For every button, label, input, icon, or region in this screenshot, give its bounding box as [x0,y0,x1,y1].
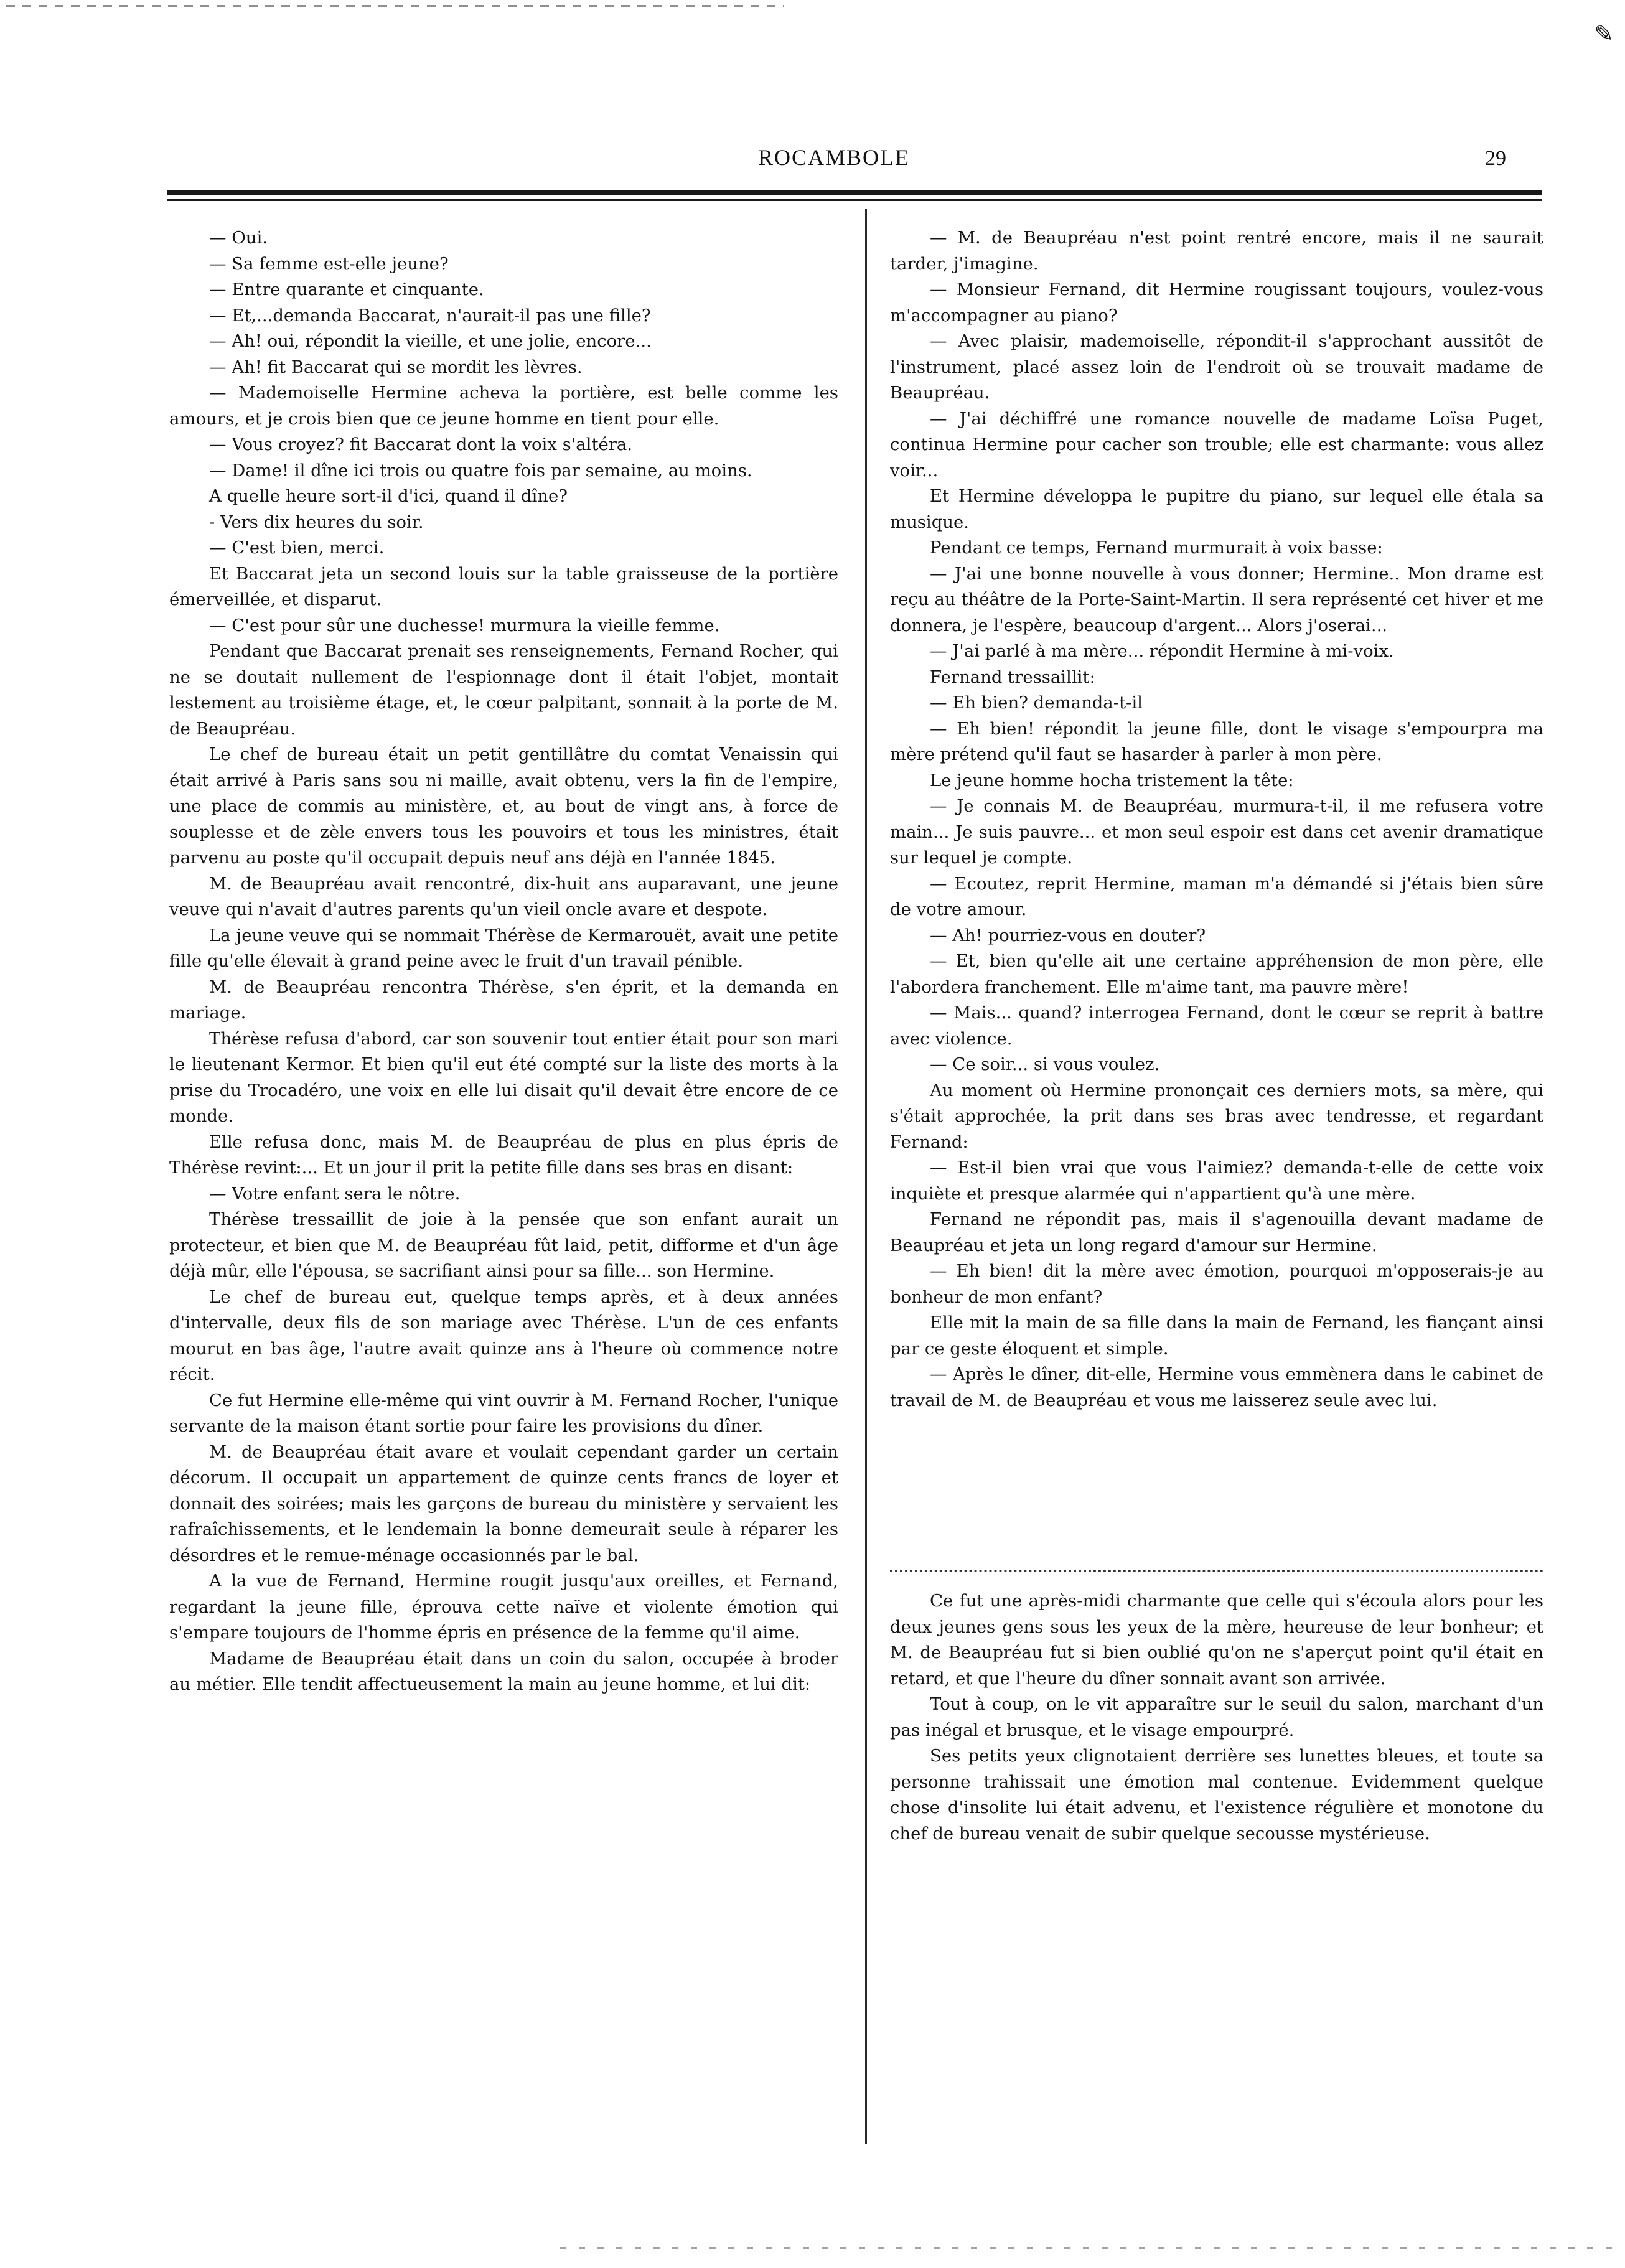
right-column-continuation [890,1588,1543,1847]
paragraph: Thérèse refusa d'abord, car son souvenir tout entier était pour son mari le lieutenant Kermor. Et bien qu'il eut été compté sur la liste des morts à la prise du Trocadéro, une voix en elle lui disait qu'il devait être encore de ce monde. [169,1028,838,1126]
paragraph: A la vue de Fernand, Hermine rougit jusqu'aux oreilles, et Fernand, regardant la jeune fille, éprouva cette naïve et violente émotion qui s'empare toujours de l'homme épris en présence de la femme qu'il aime. [169,1571,838,1642]
paragraph: — Dame! il dîne ici trois ou quatre fois par semaine, au moins. [209,460,752,480]
paragraph: — Sa femme est-elle jeune? [209,253,449,274]
paragraph: — Mademoiselle Hermine acheva la portière, est belle comme les amours, et je crois bien que ce jeune homme en tient pour elle. [169,383,838,429]
paragraph: Ce fut Hermine elle-même qui vint ouvrir à M. Fernand Rocher, l'unique servante de la maison étant sortie pour faire les provisions du dîner. [169,1390,838,1436]
paragraph: — Et, bien qu'elle ait une certaine appréhension de mon père, elle l'abordera franchement. Elle m'aime tant, ma pauvre mère! [890,951,1543,997]
paragraph: Au moment où Hermine prononçait ces derniers mots, sa mère, qui s'était approchée, la prit dans ses bras avec tendresse, et regardant Fernand: [890,1080,1543,1152]
paragraph: Fernand ne répondit pas, mais il s'agenouilla devant madame de Beaupréau et jeta un long regard d'amour sur Hermine. [890,1209,1543,1255]
paragraph: — Eh bien! répondit la jeune fille, dont le visage s'empourpra ma mère prétend qu'il faut se hasarder à parler à mon père. [890,718,1543,764]
paragraph: — Est-il bien vrai que vous l'aimiez? demanda-t-elle de cette voix inquiète et presque alarmée qui n'appartient qu'à une mère. [890,1158,1543,1204]
paragraph: A quelle heure sort-il d'ici, quand il dîne? [209,486,568,506]
paragraph: Le chef de bureau eut, quelque temps après, et à deux années d'intervalle, deux fils de son mariage avec Thérèse. L'un de ces enfants mourut en bas âge, l'autre avait quinze ans à l'heure où commence notre récit. [169,1286,838,1384]
paragraph: — Mais... quand? interrogea Fernand, dont le cœur se reprit à battre avec violence. [890,1003,1543,1049]
paragraph: — Monsieur Fernand, dit Hermine rougissant toujours, voulez-vous m'accompagner au piano? [890,279,1543,326]
paragraph: M. de Beaupréau rencontra Thérèse, s'en éprit, et la demanda en mariage. [169,977,838,1023]
paragraph: — Ce soir... si vous voulez. [930,1054,1160,1074]
paragraph: — Ah! oui, répondit la vieille, et une jolie, encore... [209,331,652,351]
left-column [169,225,838,1698]
paragraph: — C'est bien, merci. [209,538,385,558]
paragraph: Ses petits yeux clignotaient derrière ses lunettes bleues, et toute sa personne trahissait une émotion mal contenue. Evidemment quelque chose d'insolite lui était advenu, et l'existence régulière et monotone du chef de bureau venait de subir quelque secousse mystérieuse. [890,1746,1543,1844]
paragraph: — C'est pour sûr une duchesse! murmura la vieille femme. [209,615,720,635]
header-rule-thick [167,190,1542,195]
paragraph: Pendant ce temps, Fernand murmurait à voix basse: [930,538,1383,558]
scan-artifact-bottom [560,2247,1612,2249]
paragraph: Tout à coup, on le vit apparaître sur le seuil du salon, marchant d'un pas inégal et brusque, et le visage empourpré. [890,1694,1543,1740]
paragraph: — Eh bien? demanda-t-il [930,693,1143,713]
running-header-title: ROCAMBOLE [757,145,911,170]
paragraph: Le jeune homme hocha tristement la tête: [930,770,1294,790]
paragraph: Et Hermine développa le pupitre du piano, sur lequel elle étala sa musique. [890,486,1543,532]
paragraph: Ce fut une après-midi charmante que celle qui s'écoula alors pour les deux jeunes gens sous les yeux de la mère, heureuse de leur bonheur; et M. de Beaupréau fut si bien oublié qu'on ne s'aperçut point qu'il était en retard, et que l'heure du dîner sonnait avant son arrivée. [890,1591,1543,1689]
paragraph: - Vers dix heures du soir. [209,512,424,532]
paragraph: — Votre enfant sera le nôtre. [209,1183,461,1204]
header-rule-thin [167,199,1542,201]
paragraph: — J'ai déchiffré une romance nouvelle de madame Loïsa Puget, continua Hermine pour cacher son trouble; elle est charmante: vous allez voir... [890,408,1543,480]
scan-artifact-top [6,5,784,7]
paragraph: Thérèse tressaillit de joie à la pensée que son enfant aurait un protecteur, et bien que M. de Beaupréau fût laid, petit, difforme et d'un âge déjà mûr, elle l'épousa, se sacrifiant ainsi pour sa fille... son Hermine. [169,1209,838,1281]
paragraph: — Vous croyez? fit Baccarat dont la voix s'altéra. [209,434,633,454]
paragraph: Le chef de bureau était un petit gentillâtre du comtat Venaissin qui était arrivé à Paris sans sou ni maille, avait obtenu, vers la fin de l'empire, une place de commis au ministère, et, au bout de vingt ans, à force de souplesse et de zèle envers tous les pouvoirs et tous les ministres, était parvenu au poste qu'il occupait depuis neuf ans déjà en l'année 1845. [169,744,838,868]
paragraph: Elle refusa donc, mais M. de Beaupréau de plus en plus épris de Thérèse revint:... Et un jour il prit la petite fille dans ses bras en disant: [169,1132,838,1178]
paragraph: — M. de Beaupréau n'est point rentré encore, mais il ne saurait tarder, j'imagine. [890,228,1543,274]
paragraph: — Après le dîner, dit-elle, Hermine vous emmènera dans le cabinet de travail de M. de Beaupréau et vous me laisserez seule avec lui. [890,1364,1543,1410]
paragraph: — Ah! pourriez-vous en douter? [930,925,1206,945]
paragraph: — Avec plaisir, mademoiselle, répondit-il s'approchant aussitôt de l'instrument, placé assez loin de l'endroit où se trouvait madame de Beaupréau. [890,331,1543,403]
paragraph: M. de Beaupréau avait rencontré, dix-huit ans auparavant, une jeune veuve qui n'avait d'autres parents qu'un vieil oncle avare et despote. [169,873,838,919]
paragraph: — Ah! fit Baccarat qui se mordit les lèvres. [209,357,583,377]
corner-mark: ✎ [1594,20,1614,47]
paragraph: M. de Beaupréau était avare et voulait cependant garder un certain décorum. Il occupait un appartement de quinze cents francs de loyer et donnait des soirées; mais les garçons de bureau du ministère y servaient les rafraîchissements, et le lendemain la bonne demeurait seule à réparer les désordres et le remue-ménage occasionnés par le bal. [169,1441,838,1565]
paragraph: — Ecoutez, reprit Hermine, maman m'a démandé si j'étais bien sûre de votre amour. [890,873,1543,919]
paragraph: — Je connais M. de Beaupréau, murmura-t-il, il me refusera votre main... Je suis pauvre... et mon seul espoir est dans cet avenir dramatique sur lequel je compte. [890,796,1543,868]
paragraph: La jeune veuve qui se nommait Thérèse de Kermarouët, avait une petite fille qu'elle élevait à grand peine avec le fruit d'un travail pénible. [169,925,838,971]
column-divider [865,209,867,2144]
right-column [890,225,1543,1413]
paragraph: Madame de Beaupréau était dans un coin du salon, occupée à broder au métier. Elle tendit affectueusement la main au jeune homme, et lui dit: [169,1648,838,1694]
paragraph: — Eh bien! dit la mère avec émotion, pourquoi m'opposerais-je au bonheur de mon enfant? [890,1261,1543,1307]
paragraph: Pendant que Baccarat prenait ses renseignements, Fernand Rocher, qui ne se doutait nullement de l'espionnage dont il était l'objet, montait lestement au troisième étage, et, le cœur palpitant, sonnait à la porte de M. de Beaupréau. [169,641,838,739]
paragraph: Elle mit la main de sa fille dans la main de Fernand, les fiançant ainsi par ce geste éloquent et simple. [890,1313,1543,1359]
paragraph: — Et,...demanda Baccarat, n'aurait-il pas une fille? [209,305,651,326]
paragraph: — J'ai parlé à ma mère... répondit Hermine à mi-voix. [930,641,1394,661]
paragraph: — J'ai une bonne nouvelle à vous donner; Hermine.. Mon drame est reçu au théâtre de la Porte-Saint-Martin. Il sera représenté cet hiver et me donnera, je l'espère, beaucoup d'argent... Alors j'oserai... [890,563,1543,635]
section-break-dotted-line [890,1570,1543,1572]
paragraph: Et Baccarat jeta un second louis sur la table graisseuse de la portière émerveillée, et disparut. [169,563,838,609]
paragraph: Fernand tressaillit: [930,667,1095,687]
page-number: 29 [1485,147,1506,170]
paragraph: — Oui. [209,228,268,248]
paragraph: — Entre quarante et cinquante. [209,279,484,299]
